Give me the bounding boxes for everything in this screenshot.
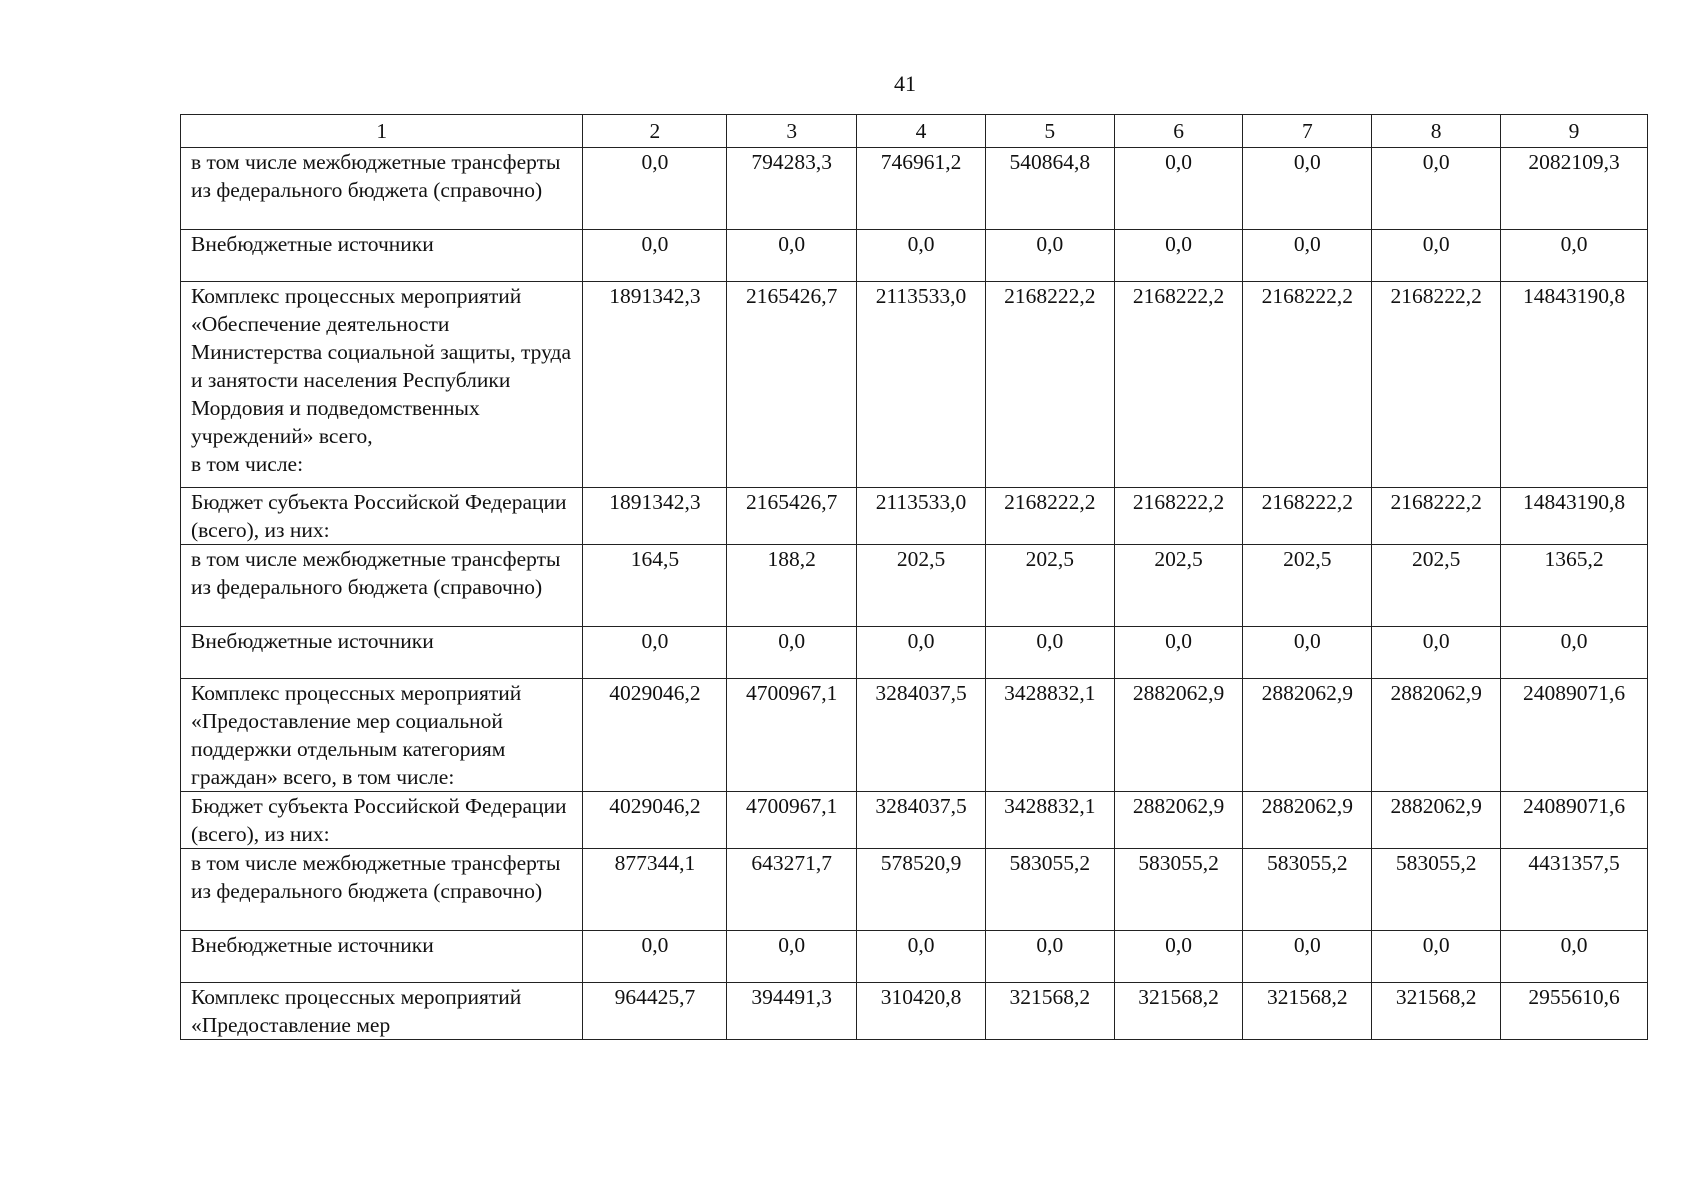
value-cell: 643271,7 — [727, 849, 857, 931]
value-cell: 578520,9 — [857, 849, 986, 931]
column-header: 5 — [985, 115, 1114, 148]
value-cell: 0,0 — [1243, 148, 1372, 230]
value-cell: 310420,8 — [857, 983, 986, 1040]
table-row — [181, 282, 1648, 488]
value-cell: 0,0 — [1372, 627, 1501, 679]
value-cell: 2882062,9 — [1114, 679, 1243, 792]
value-cell: 0,0 — [1114, 230, 1243, 282]
value-cell: 583055,2 — [1114, 849, 1243, 931]
table-row — [181, 230, 1648, 282]
row-label: Бюджет субъекта Российской Федерации (всего), из них: — [181, 488, 583, 545]
table-row — [181, 983, 1648, 1040]
row-label: Комплекс процессных мероприятий «Обеспечение деятельности Министерства социальной защиты, труда и занятости населения Республики Мордовия и подведомственных учреждений» всего, в том числе: — [181, 282, 583, 488]
value-cell: 0,0 — [1114, 627, 1243, 679]
table-row — [181, 148, 1648, 230]
value-cell: 0,0 — [857, 931, 986, 983]
value-cell: 540864,8 — [985, 148, 1114, 230]
value-cell: 2165426,7 — [727, 282, 857, 488]
value-cell: 2168222,2 — [1372, 488, 1501, 545]
value-cell: 4700967,1 — [727, 792, 857, 849]
value-cell: 14843190,8 — [1501, 488, 1648, 545]
value-cell: 14843190,8 — [1501, 282, 1648, 488]
column-header: 4 — [857, 115, 986, 148]
row-label: в том числе межбюджетные трансферты из федерального бюджета (справочно) — [181, 148, 583, 230]
value-cell: 2882062,9 — [1243, 679, 1372, 792]
value-cell: 3428832,1 — [985, 679, 1114, 792]
value-cell: 2882062,9 — [1372, 679, 1501, 792]
value-cell: 2882062,9 — [1372, 792, 1501, 849]
row-label: Комплекс процессных мероприятий «Предоставление мер — [181, 983, 583, 1040]
row-label: Внебюджетные источники — [181, 230, 583, 282]
table-row — [181, 627, 1648, 679]
value-cell: 202,5 — [1243, 545, 1372, 627]
value-cell: 202,5 — [1372, 545, 1501, 627]
value-cell: 0,0 — [857, 230, 986, 282]
row-label: Внебюджетные источники — [181, 931, 583, 983]
column-header: 3 — [727, 115, 857, 148]
value-cell: 2882062,9 — [1114, 792, 1243, 849]
value-cell: 4431357,5 — [1501, 849, 1648, 931]
value-cell: 0,0 — [1372, 148, 1501, 230]
value-cell: 4029046,2 — [583, 792, 727, 849]
value-cell: 0,0 — [583, 931, 727, 983]
value-cell: 0,0 — [1501, 230, 1648, 282]
value-cell: 0,0 — [727, 931, 857, 983]
value-cell: 583055,2 — [985, 849, 1114, 931]
column-header: 8 — [1372, 115, 1501, 148]
value-cell: 0,0 — [1114, 931, 1243, 983]
row-label: в том числе межбюджетные трансферты из федерального бюджета (справочно) — [181, 545, 583, 627]
value-cell: 0,0 — [985, 931, 1114, 983]
table-row — [181, 679, 1648, 792]
page-number: 41 — [894, 71, 916, 96]
value-cell: 0,0 — [857, 627, 986, 679]
table-row — [181, 792, 1648, 849]
value-cell: 0,0 — [727, 230, 857, 282]
value-cell: 24089071,6 — [1501, 679, 1648, 792]
value-cell: 2168222,2 — [985, 488, 1114, 545]
value-cell: 0,0 — [1114, 148, 1243, 230]
value-cell: 2165426,7 — [727, 488, 857, 545]
value-cell: 3428832,1 — [985, 792, 1114, 849]
row-label: Комплекс процессных мероприятий «Предоставление мер социальной поддержки отдельным категориям граждан» всего, в том числе: — [181, 679, 583, 792]
column-header: 9 — [1501, 115, 1648, 148]
row-label: в том числе межбюджетные трансферты из федерального бюджета (справочно) — [181, 849, 583, 931]
value-cell: 583055,2 — [1372, 849, 1501, 931]
table-row — [181, 488, 1648, 545]
value-cell: 202,5 — [985, 545, 1114, 627]
value-cell: 2168222,2 — [985, 282, 1114, 488]
value-cell: 24089071,6 — [1501, 792, 1648, 849]
budget-table — [180, 114, 1648, 1040]
value-cell: 321568,2 — [1243, 983, 1372, 1040]
value-cell: 202,5 — [857, 545, 986, 627]
table-row — [181, 545, 1648, 627]
table-row — [181, 931, 1648, 983]
value-cell: 321568,2 — [1372, 983, 1501, 1040]
value-cell: 3284037,5 — [857, 679, 986, 792]
table-row — [181, 849, 1648, 931]
value-cell: 0,0 — [1243, 931, 1372, 983]
table-header-row — [181, 115, 1648, 148]
row-label: Внебюджетные источники — [181, 627, 583, 679]
value-cell: 0,0 — [1243, 627, 1372, 679]
value-cell: 583055,2 — [1243, 849, 1372, 931]
value-cell: 0,0 — [583, 148, 727, 230]
column-header: 6 — [1114, 115, 1243, 148]
value-cell: 321568,2 — [985, 983, 1114, 1040]
value-cell: 4029046,2 — [583, 679, 727, 792]
value-cell: 0,0 — [985, 230, 1114, 282]
value-cell: 0,0 — [1501, 931, 1648, 983]
row-label: Бюджет субъекта Российской Федерации (всего), из них: — [181, 792, 583, 849]
value-cell: 164,5 — [583, 545, 727, 627]
value-cell: 0,0 — [1372, 230, 1501, 282]
value-cell: 746961,2 — [857, 148, 986, 230]
value-cell: 1365,2 — [1501, 545, 1648, 627]
column-header: 7 — [1243, 115, 1372, 148]
value-cell: 0,0 — [1501, 627, 1648, 679]
value-cell: 1891342,3 — [583, 488, 727, 545]
value-cell: 0,0 — [727, 627, 857, 679]
value-cell: 2168222,2 — [1243, 282, 1372, 488]
value-cell: 0,0 — [985, 627, 1114, 679]
value-cell: 2168222,2 — [1114, 488, 1243, 545]
value-cell: 877344,1 — [583, 849, 727, 931]
column-header: 1 — [181, 115, 583, 148]
value-cell: 0,0 — [583, 230, 727, 282]
value-cell: 321568,2 — [1114, 983, 1243, 1040]
value-cell: 794283,3 — [727, 148, 857, 230]
value-cell: 0,0 — [1372, 931, 1501, 983]
value-cell: 202,5 — [1114, 545, 1243, 627]
value-cell: 394491,3 — [727, 983, 857, 1040]
value-cell: 2113533,0 — [857, 282, 986, 488]
value-cell: 0,0 — [583, 627, 727, 679]
column-header: 2 — [583, 115, 727, 148]
value-cell: 2168222,2 — [1243, 488, 1372, 545]
value-cell: 188,2 — [727, 545, 857, 627]
value-cell: 1891342,3 — [583, 282, 727, 488]
value-cell: 2168222,2 — [1372, 282, 1501, 488]
value-cell: 2082109,3 — [1501, 148, 1648, 230]
value-cell: 4700967,1 — [727, 679, 857, 792]
value-cell: 2955610,6 — [1501, 983, 1648, 1040]
value-cell: 2168222,2 — [1114, 282, 1243, 488]
value-cell: 3284037,5 — [857, 792, 986, 849]
value-cell: 964425,7 — [583, 983, 727, 1040]
value-cell: 2882062,9 — [1243, 792, 1372, 849]
value-cell: 0,0 — [1243, 230, 1372, 282]
value-cell: 2113533,0 — [857, 488, 986, 545]
